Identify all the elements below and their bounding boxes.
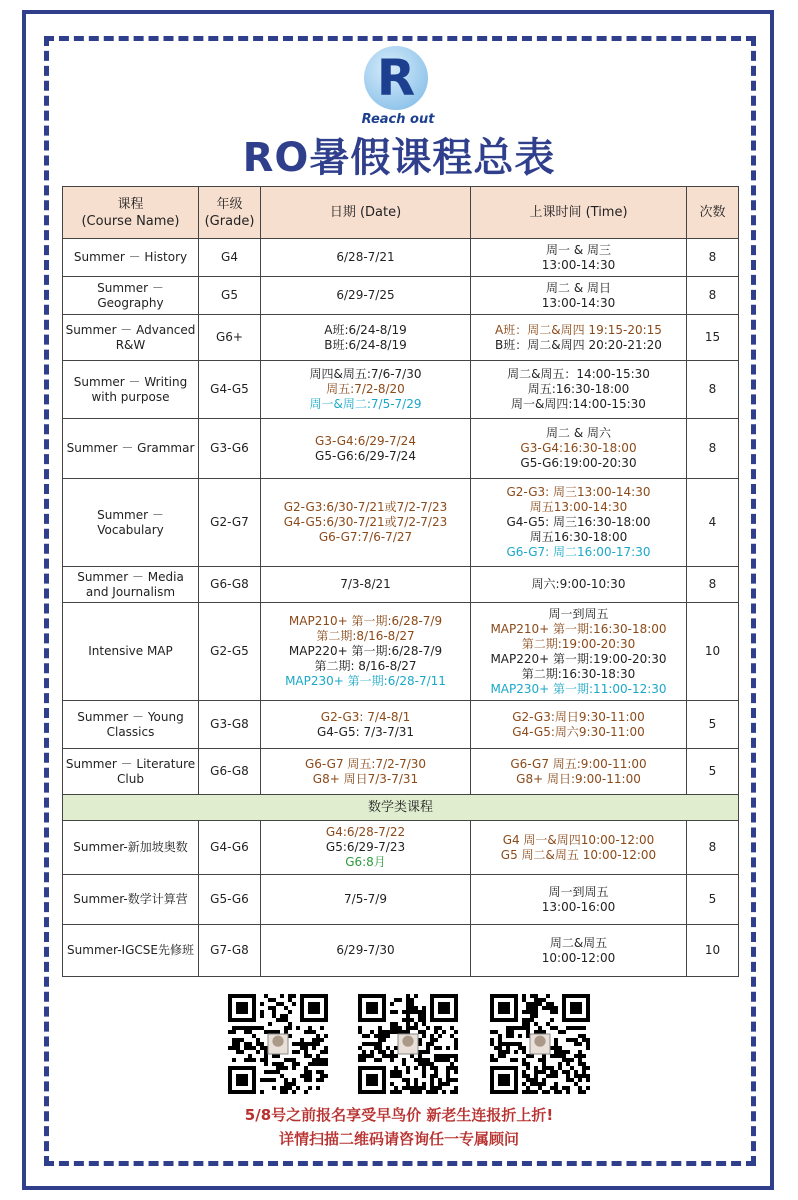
cell-line: G5 周二&周五 10:00-12:00: [500, 847, 657, 862]
cell-line: G6:8月: [345, 855, 386, 869]
cell-line: G5-G6:6/29-7/24: [315, 448, 416, 463]
grade: G4-G6: [199, 821, 261, 875]
cell-line: 7/3-8/21: [340, 577, 391, 591]
cell-line: 周五13:00-14:30: [529, 500, 628, 514]
course-name: Intensive MAP: [63, 603, 199, 701]
table-row: [63, 361, 739, 419]
grade: G6-G8: [199, 567, 261, 603]
cell-line: 周二&周五：14:00-15:30: [507, 367, 650, 381]
grade: G6-G8: [199, 749, 261, 795]
session-count: 10: [687, 925, 739, 977]
cell-line: 周一到周五: [548, 606, 609, 621]
cell-line: G8+ 周日7/3-7/31: [312, 771, 419, 786]
times: [471, 315, 687, 361]
course-name: Summer-新加坡奥数: [63, 821, 199, 875]
cell-line: MAP230+ 第一期:11:00-12:30: [490, 681, 667, 696]
session-count: 4: [687, 479, 739, 567]
grade: G7-G8: [199, 925, 261, 977]
cell-line: 6/28-7/21: [336, 250, 395, 264]
qr-code-1[interactable]: [228, 994, 328, 1094]
cell-line: MAP210+ 第一期:16:30-18:00: [490, 621, 667, 636]
session-count: 5: [687, 875, 739, 925]
cell-line: 周一&周四:14:00-15:30: [511, 397, 646, 411]
cell-line: 第二期:16:30-18:30: [521, 666, 636, 681]
cell-line: 周一到周五: [548, 884, 609, 899]
course-name: Summer － Writing with purpose: [63, 361, 199, 419]
dates: [261, 361, 471, 419]
cell-line: G5-G6:19:00-20:30: [520, 456, 637, 470]
times: [471, 701, 687, 749]
cell-line: MAP220+ 第一期:6/28-7/9: [288, 644, 443, 658]
grade: G3-G6: [199, 419, 261, 479]
grade: G5-G6: [199, 875, 261, 925]
grade: G3-G8: [199, 701, 261, 749]
times: [471, 567, 687, 603]
section-title: 数学类课程: [63, 795, 739, 821]
cell-line: G2-G3: 7/4-8/1: [320, 709, 411, 724]
session-count: 8: [687, 419, 739, 479]
dates: [261, 567, 471, 603]
cell-line: G2-G3: 周三13:00-14:30: [506, 485, 651, 499]
course-name: Summer-IGCSE先修班: [63, 925, 199, 977]
cell-line: G6-G7 周五:9:00-11:00: [510, 756, 647, 771]
session-count: 8: [687, 239, 739, 277]
cell-line: G4:6/28-7/22: [325, 825, 406, 839]
cell-line: 6/29-7/25: [336, 288, 395, 302]
dates: [261, 749, 471, 795]
qr-code-2[interactable]: [358, 994, 458, 1094]
dates: [261, 925, 471, 977]
header-date: 日期 (Date): [261, 187, 471, 239]
times: [471, 875, 687, 925]
times: [471, 749, 687, 795]
cell-line: G6-G7: 周二16:00-17:30: [506, 545, 651, 559]
cell-line: 10:00-12:00: [541, 950, 616, 965]
dates: [261, 277, 471, 315]
table-row: [63, 701, 739, 749]
table-row: [63, 239, 739, 277]
cell-line: 6/29-7/30: [336, 943, 395, 957]
session-count: 5: [687, 701, 739, 749]
qr-code-3[interactable]: [490, 994, 590, 1094]
cell-line: G4-G5: 7/3-7/31: [316, 724, 415, 739]
dates: [261, 239, 471, 277]
cell-line: 周一&周二:7/5-7/29: [309, 397, 422, 411]
cell-line: 周五:16:30-18:00: [527, 382, 630, 396]
cell-line: 第二期: 8/16-8/27: [314, 659, 417, 673]
table-row: [63, 277, 739, 315]
times: [471, 277, 687, 315]
session-count: 10: [687, 603, 739, 701]
course-name: Summer － Advanced R&W: [63, 315, 199, 361]
session-count: 8: [687, 361, 739, 419]
table-row: [63, 821, 739, 875]
times: [471, 603, 687, 701]
grade: G2-G7: [199, 479, 261, 567]
page-title: RO暑假课程总表: [242, 135, 556, 181]
table-row: [63, 419, 739, 479]
schedule-table: [62, 186, 739, 977]
table-row: [63, 749, 739, 795]
logo-letter: R: [376, 49, 416, 107]
header-course: 课程 (Course Name): [63, 187, 199, 239]
times: [471, 419, 687, 479]
header-time: 上课时间 (Time): [471, 187, 687, 239]
dates: [261, 419, 471, 479]
grade: G5: [199, 277, 261, 315]
promo-line-1: 5/8号之前报名享受早鸟价 新老生连报折上折!: [244, 1106, 554, 1124]
cell-line: MAP230+ 第一期:6/28-7/11: [285, 674, 446, 688]
cell-line: 第二期:19:00-20:30: [521, 636, 636, 651]
session-count: 8: [687, 277, 739, 315]
dates: [261, 821, 471, 875]
qr-code-icon: [358, 994, 458, 1094]
grade: G4: [199, 239, 261, 277]
cell-line: A班：周二&周四 19:15-20:15: [495, 322, 662, 337]
cell-line: 周五16:30-18:00: [529, 530, 628, 544]
cell-line: G6-G7 周五:7/2-7/30: [304, 756, 427, 771]
cell-line: G3-G4:16:30-18:00: [520, 441, 637, 455]
session-count: 8: [687, 567, 739, 603]
course-name: Summer － Literature Club: [63, 749, 199, 795]
dates: [261, 701, 471, 749]
times: [471, 925, 687, 977]
cell-line: G6-G7:7/6-7/27: [318, 530, 413, 544]
table-row: [63, 479, 739, 567]
cell-line: 13:00-16:00: [541, 899, 616, 914]
grade: G6+: [199, 315, 261, 361]
course-name: Summer － Young Classics: [63, 701, 199, 749]
cell-line: G3-G4:6/29-7/24: [315, 433, 416, 448]
cell-line: G4-G5:6/30-7/21或7/2-7/23: [283, 515, 448, 529]
header-count: 次数: [687, 187, 739, 239]
cell-line: 周二 & 周日: [546, 280, 611, 295]
cell-line: G2-G3:6/30-7/21或7/2-7/23: [283, 500, 448, 514]
grade: G4-G5: [199, 361, 261, 419]
cell-line: 7/5-7/9: [344, 892, 387, 906]
cell-line: 周二 & 周六: [546, 426, 611, 440]
header-row: [63, 187, 739, 239]
cell-line: 周六:9:00-10:30: [531, 577, 626, 591]
cell-line: 第二期:8/16-8/27: [316, 629, 415, 643]
table-row: [63, 567, 739, 603]
table-row: [63, 875, 739, 925]
course-name: Summer － History: [63, 239, 199, 277]
course-name: Summer － Grammar: [63, 419, 199, 479]
course-name: Summer － Geography: [63, 277, 199, 315]
promo-line-2: 详情扫描二维码请咨询任一专属顾问: [278, 1130, 519, 1148]
dates: [261, 603, 471, 701]
cell-line: 13:00-14:30: [541, 257, 616, 272]
header-grade: 年级 (Grade): [199, 187, 261, 239]
cell-line: G4 周一&周四10:00-12:00: [502, 832, 655, 847]
qr-code-icon: [228, 994, 328, 1094]
cell-line: G4-G5: 周三16:30-18:00: [506, 515, 651, 529]
course-name: Summer － Media and Journalism: [63, 567, 199, 603]
qr-code-icon: [490, 994, 590, 1094]
cell-line: MAP210+ 第一期:6/28-7/9: [288, 614, 443, 628]
session-count: 5: [687, 749, 739, 795]
cell-line: 周四&周五:7/6-7/30: [309, 367, 422, 381]
cell-line: 周二&周五: [549, 935, 608, 950]
dates: [261, 875, 471, 925]
times: [471, 361, 687, 419]
cell-line: 周一 & 周三: [546, 242, 611, 257]
course-name: Summer － Vocabulary: [63, 479, 199, 567]
cell-line: G2-G3:周日9:30-11:00: [512, 709, 645, 724]
cell-line: B班:6/24-8/19: [324, 337, 407, 352]
dates: [261, 479, 471, 567]
grade: G2-G5: [199, 603, 261, 701]
table-row: [63, 603, 739, 701]
times: [471, 239, 687, 277]
cell-line: G4-G5:周六9:30-11:00: [512, 724, 645, 739]
section-row: [63, 795, 739, 821]
cell-line: 周五:7/2-8/20: [326, 382, 405, 396]
table-row: [63, 925, 739, 977]
course-name: Summer-数学计算营: [63, 875, 199, 925]
times: [471, 821, 687, 875]
cell-line: G5:6/29-7/23: [325, 840, 406, 854]
reach-out-logo: [356, 46, 440, 130]
cell-line: G8+ 周日:9:00-11:00: [516, 771, 641, 786]
table-row: [63, 315, 739, 361]
cell-line: A班:6/24-8/19: [324, 322, 407, 337]
cell-line: MAP220+ 第一期:19:00-20:30: [490, 651, 667, 666]
cell-line: 13:00-14:30: [541, 295, 616, 310]
cell-line: B班：周二&周四 20:20-21:20: [495, 337, 662, 352]
logo-brand: Reach out: [361, 112, 435, 127]
session-count: 8: [687, 821, 739, 875]
dates: [261, 315, 471, 361]
times: [471, 479, 687, 567]
session-count: 15: [687, 315, 739, 361]
table-body: [63, 239, 739, 977]
